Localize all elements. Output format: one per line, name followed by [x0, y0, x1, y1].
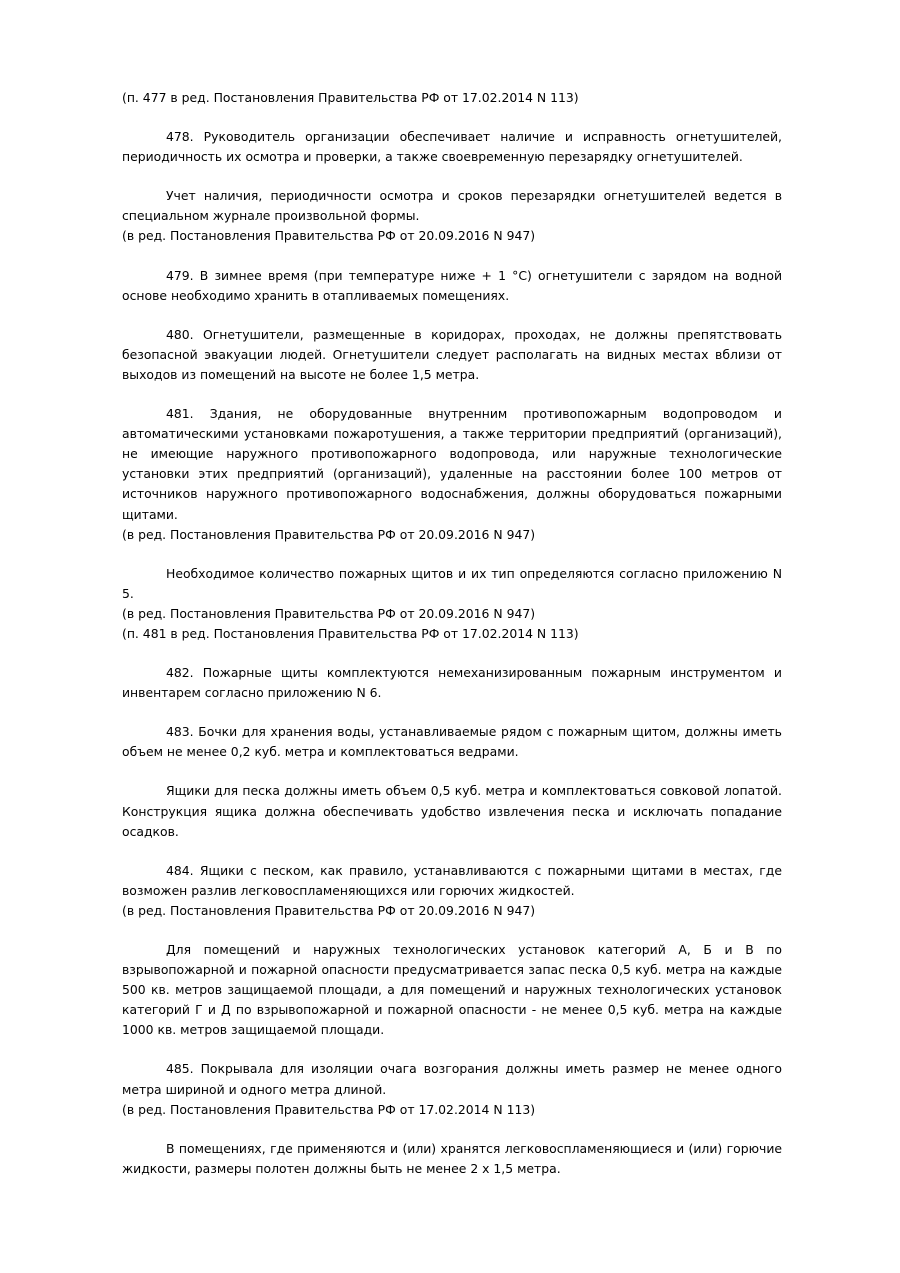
paragraph-item-484: 484. Ящики с песком, как правило, устанавливаются с пожарными щитами в местах, где возможен разлив легковоспламеняющихся или горючих жидкостей. [122, 862, 782, 898]
paragraph-ref-485: (в ред. Постановления Правительства РФ от 17.02.2014 N 113) [122, 1101, 536, 1117]
paragraph-ref-484: (в ред. Постановления Правительства РФ от 20.09.2016 N 947) [122, 902, 536, 918]
paragraph-item-478: 478. Руководитель организации обеспечивает наличие и исправность огнетушителей, периодичность их осмотра и проверки, а также своевременную перезарядку огнетушителей. [122, 129, 782, 165]
paragraph-item-481-note: Необходимое количество пожарных щитов и их тип определяются согласно приложению N 5. [122, 565, 782, 601]
document-body [122, 88, 782, 1179]
paragraph-item-478-note: Учет наличия, периодичности осмотра и сроков перезарядки огнетушителей ведется в специальном журнале произвольной формы. [122, 188, 782, 224]
paragraph-ref-478: (в ред. Постановления Правительства РФ от 20.09.2016 N 947) [122, 228, 536, 244]
paragraph-item-481: 481. Здания, не оборудованные внутренним противопожарным водопроводом и автоматическими установками пожаротушения, а также территории предприятий (организаций), не имеющие наружного противопожарного водопровода, или наружные технологические установки этих предприятий (организаций), удаленные на расстоянии более 100 метров от источников наружного противопожарного водоснабжения, должны оборудоваться пожарными щитами. [122, 406, 782, 522]
paragraph-ref-p481: (п. 481 в ред. Постановления Правительства РФ от 17.02.2014 N 113) [122, 625, 579, 641]
paragraph-ref-481-a: (в ред. Постановления Правительства РФ от 20.09.2016 N 947) [122, 526, 536, 542]
paragraph-item-482: 482. Пожарные щиты комплектуются немеханизированным пожарным инструментом и инвентарем согласно приложению N 6. [122, 665, 782, 701]
paragraph-ref-481-b: (в ред. Постановления Правительства РФ от 20.09.2016 N 947) [122, 605, 536, 621]
paragraph-item-484-note: Для помещений и наружных технологических установок категорий А, Б и В по взрывопожарной и пожарной опасности предусматривается запас песка 0,5 куб. метра на каждые 500 кв. метров защищаемой площади, а для помещений и наружных технологических установок категорий Г и Д по взрывопожарной и пожарной опасности - не менее 0,5 куб. метра на каждые 1000 кв. метров защищаемой площади. [122, 942, 782, 1038]
paragraph-item-483: 483. Бочки для хранения воды, устанавливаемые рядом с пожарным щитом, должны иметь объем не менее 0,2 куб. метра и комплектоваться ведрами. [122, 724, 782, 760]
paragraph-item-479: 479. В зимнее время (при температуре ниже + 1 °C) огнетушители с зарядом на водной основе необходимо хранить в отапливаемых помещениях. [122, 267, 782, 303]
paragraph-ref-p477: (п. 477 в ред. Постановления Правительства РФ от 17.02.2014 N 113) [122, 90, 579, 105]
paragraph-item-485-note: В помещениях, где применяются и (или) хранятся легковоспламеняющиеся и (или) горючие жидкости, размеры полотен должны быть не менее 2 х 1,5 метра. [122, 1140, 782, 1176]
paragraph-item-485: 485. Покрывала для изоляции очага возгорания должны иметь размер не менее одного метра шириной и одного метра длиной. [122, 1061, 782, 1097]
paragraph-item-480: 480. Огнетушители, размещенные в коридорах, проходах, не должны препятствовать безопасной эвакуации людей. Огнетушители следует располагать на видных местах вблизи от выходов из помещений на высоте не более 1,5 метра. [122, 326, 782, 382]
paragraph-item-483-note: Ящики для песка должны иметь объем 0,5 куб. метра и комплектоваться совковой лопатой. Конструкция ящика должна обеспечивать удобство извлечения песка и исключать попадание осадков. [122, 783, 782, 839]
